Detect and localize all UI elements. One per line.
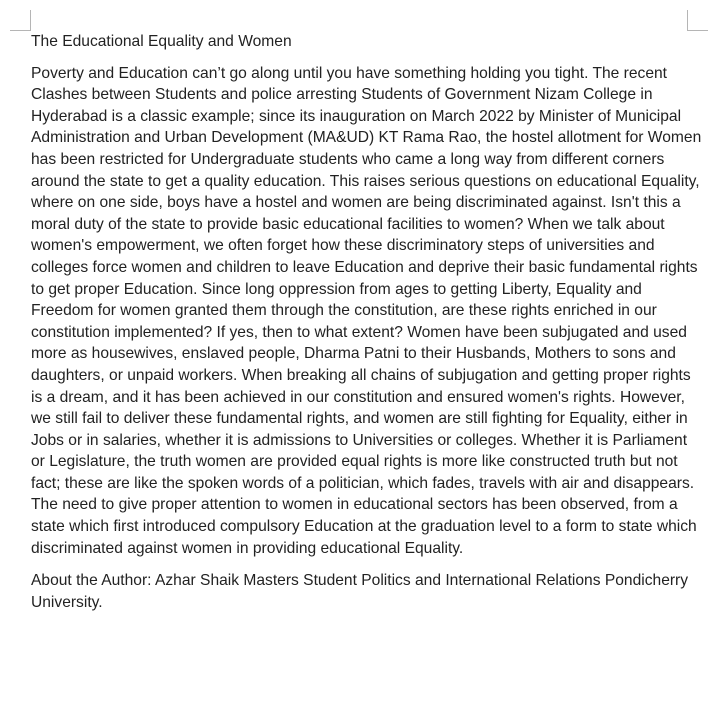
document-content[interactable] [31, 31, 703, 613]
page-corner-mark-top-left [10, 10, 31, 31]
page-corner-mark-top-right [687, 10, 708, 31]
document-body-paragraph: Poverty and Education can’t go along until you have something holding you tight. The recent Clashes between Students and police arresting Students of Government Nizam College in Hyderabad is a classic example; since its inauguration on March 2022 by Minister of Municipal Administration and Urban Development (MA&UD) KT Rama Rao, the hostel allotment for Women has been restricted for Undergraduate students who came a long way from different corners around the state to get a quality education. This raises serious questions on educational Equality, where on one side, boys have a hostel and women are being discriminated against. Isn't this a moral duty of the state to provide basic educational facilities to women? When we talk about women's empowerment, we often forget how these discriminatory steps of universities and colleges force women and children to leave Education and deprive their basic fundamental rights to get proper Education. Since long oppression from ages to getting Liberty, Equality and Freedom for women granted them through the constitution, are these rights enriched in our constitution implemented? If yes, then to what extent? Women have been subjugated and used more as housewives, enslaved people, Dharma Patni to their Husbands, Mothers to sons and daughters, or unpaid workers. When breaking all chains of subjugation and getting proper rights is a dream, and it has been achieved in our constitution and ensured women's rights. However, we still fail to deliver these fundamental rights, and women are still fighting for Equality, either in Jobs or in salaries, whether it is admissions to Universities or colleges. Whether it is Parliament or Legislature, the truth women are provided equal rights is more like constructed truth but not fact; these are like the spoken words of a politician, which fades, travels with air and disappears. The need to give proper attention to women in educational sectors has been observed, from a state which first introduced compulsory Education at the graduation level to a form to state which discriminated against women in providing educational Equality. [31, 64, 702, 557]
author-note: About the Author: Azhar Shaik Masters Student Politics and International Relations Pondicherry University. [31, 572, 689, 611]
document-title: The Educational Equality and Women [31, 33, 292, 50]
